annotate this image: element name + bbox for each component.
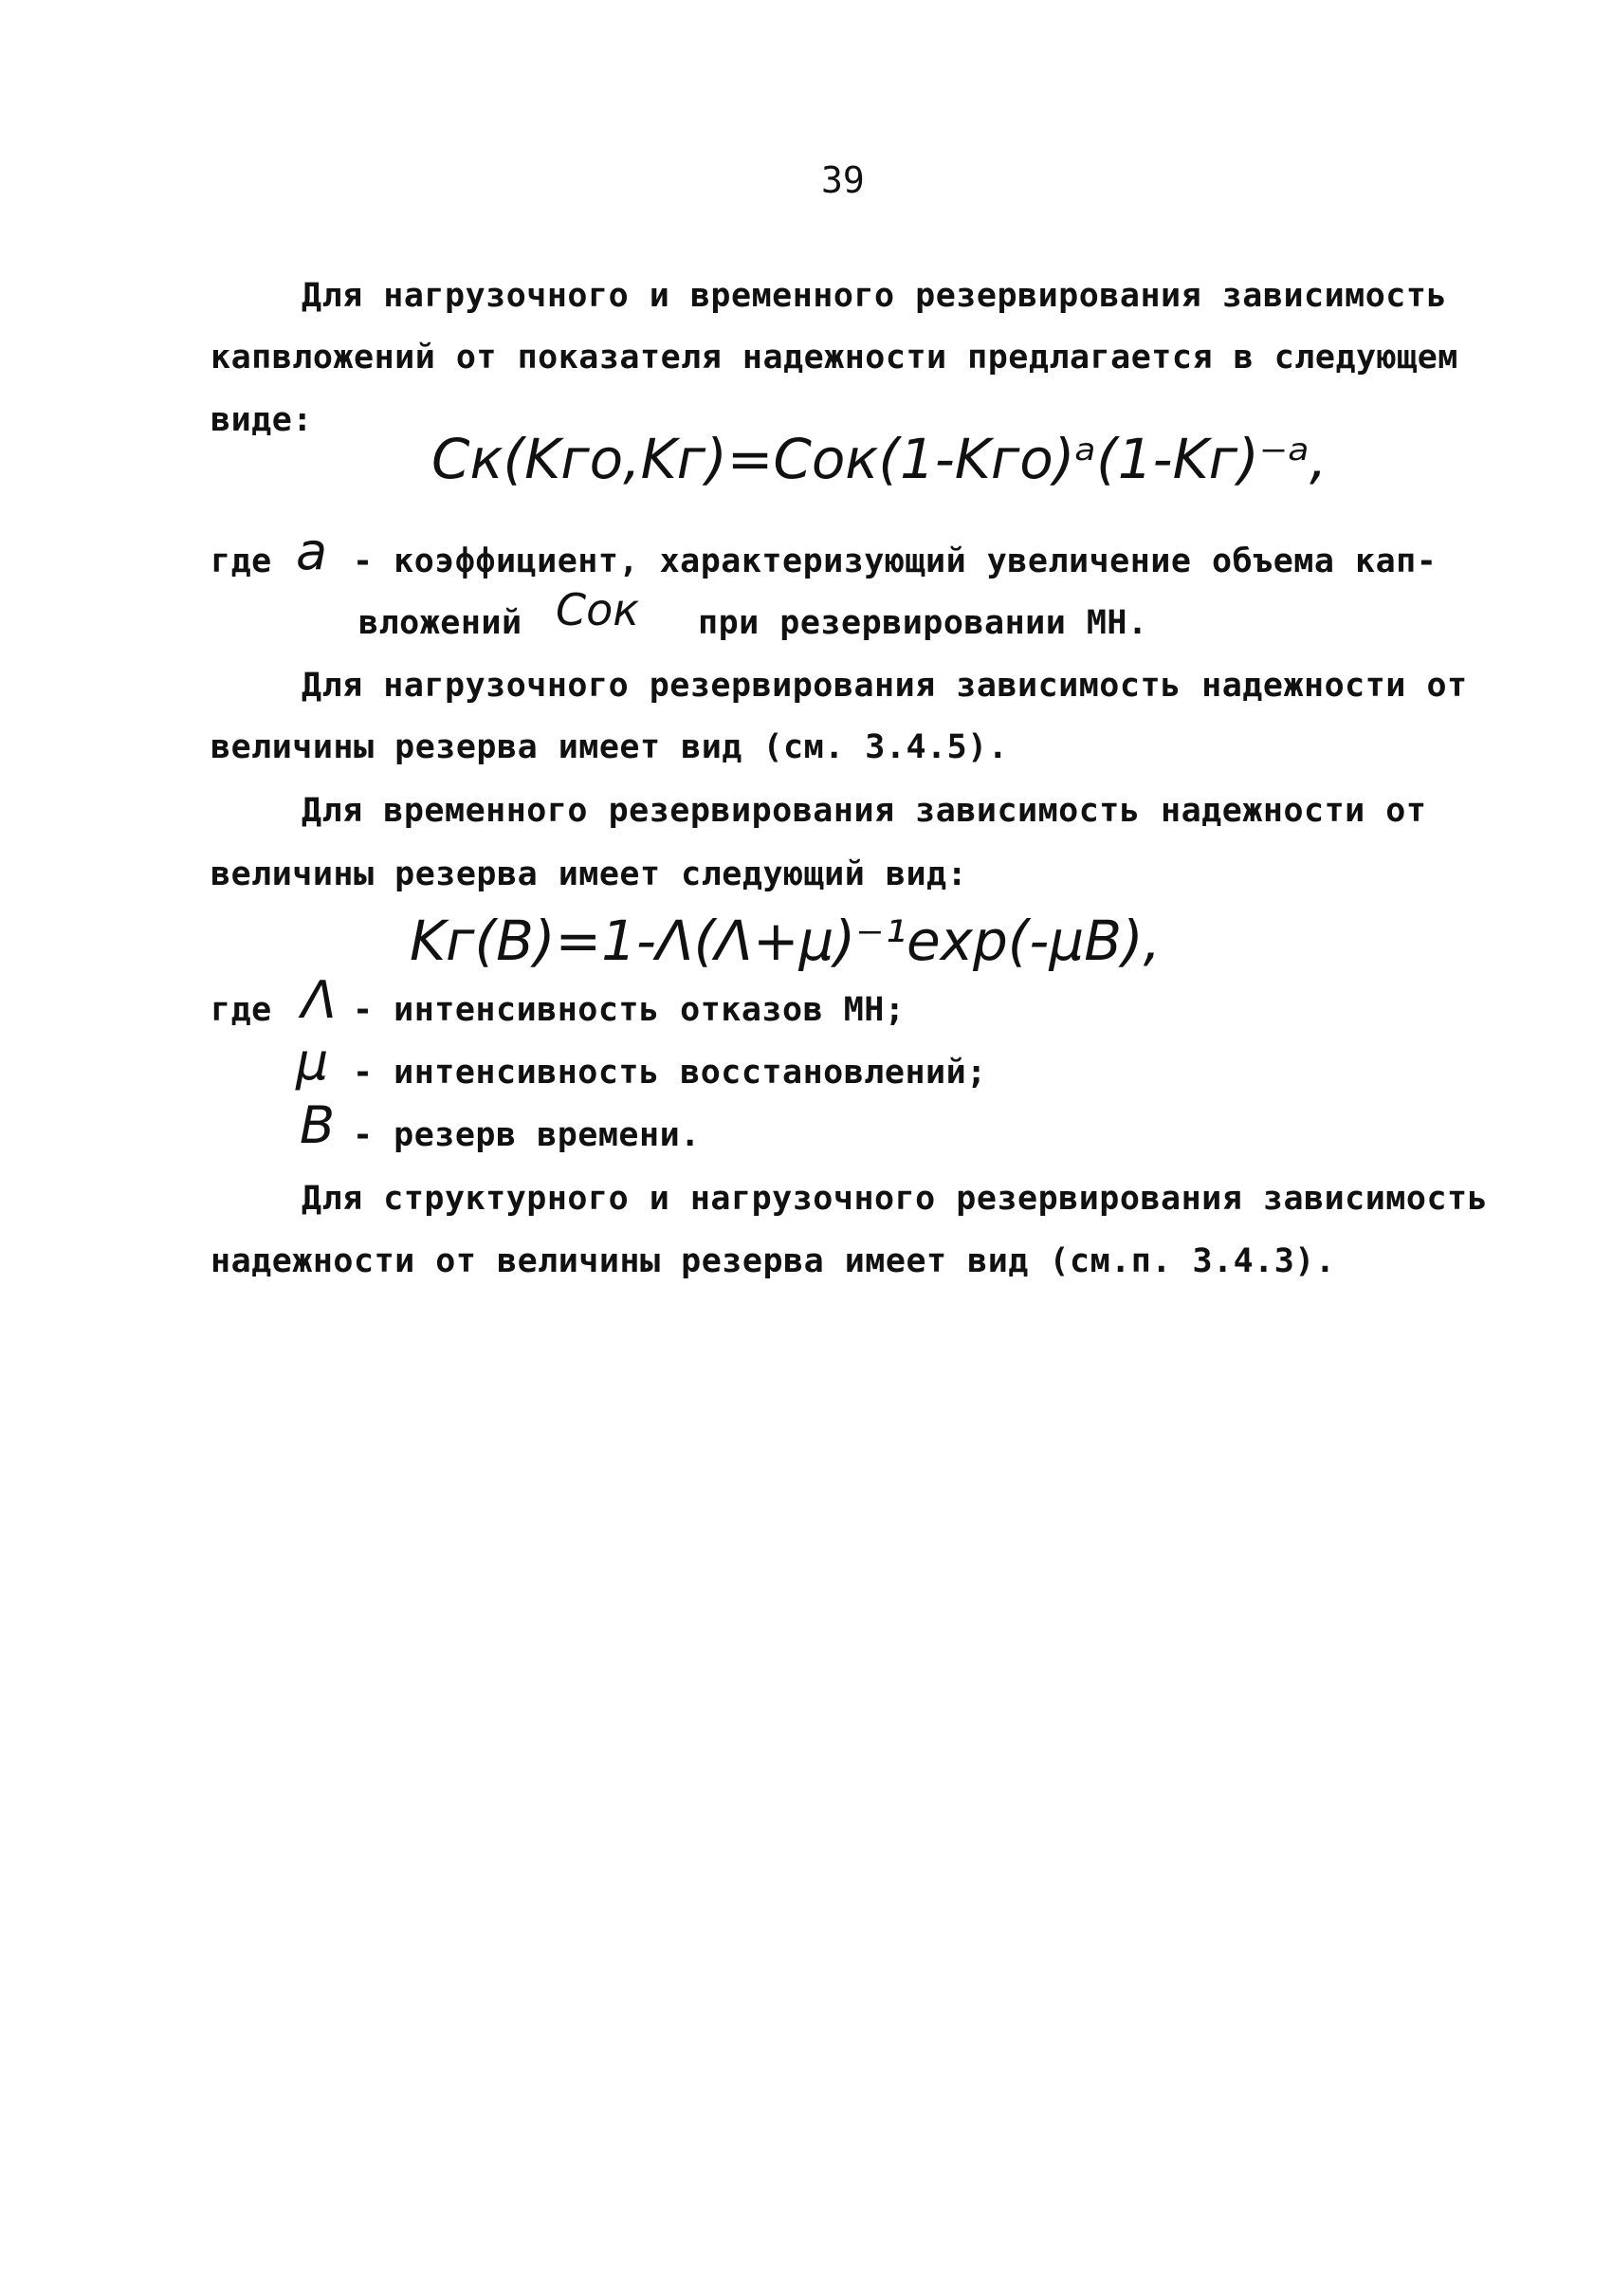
paragraph-1-line-3: виде: xyxy=(211,401,313,439)
symbol-mu: μ xyxy=(296,1032,329,1092)
where-word-1: где xyxy=(211,542,272,580)
formula-capital-cost: Cк(Kгο,Kг)=Cοк(1-Kгο)ᵃ(1-Kг)⁻ᵃ, xyxy=(431,427,1328,491)
where-b-text: - резерв времени. xyxy=(353,1116,701,1154)
symbol-lambda: Λ xyxy=(302,970,337,1030)
paragraph-4-line-1: Для структурного и нагрузочного резервирования зависимость xyxy=(302,1180,1489,1218)
paragraph-4-line-2: надежности от величины резерва имеет вид (см.п. 3.4.3). xyxy=(211,1242,1336,1280)
where-lambda-text: - интенсивность отказов МН; xyxy=(353,991,906,1029)
where-a-text-line-2a: вложений xyxy=(358,604,522,642)
symbol-c-ok: Cοк xyxy=(556,584,640,635)
paragraph-3-line-1: Для временного резервирования зависимость надежности от xyxy=(302,792,1427,830)
where-mu-text: - интенсивность восстановлений; xyxy=(353,1054,987,1092)
symbol-b: B xyxy=(300,1095,336,1155)
paragraph-1-line-2: капвложений от показателя надежности предлагается в следующем xyxy=(211,339,1458,377)
paragraph-2-line-2: величины резерва имеет вид (см. 3.4.5). xyxy=(211,728,1009,766)
page-number: 39 xyxy=(821,159,865,201)
where-a-text-line-1: - коэффициент, характеризующий увеличение объема кап- xyxy=(353,542,1438,580)
paragraph-3-line-2: величины резерва имеет следующий вид: xyxy=(211,855,968,893)
where-word-2: где xyxy=(211,991,272,1029)
paragraph-2-line-1: Для нагрузочного резервирования зависимость надежности от xyxy=(302,667,1468,705)
where-a-text-line-2b: при резервировании МН. xyxy=(698,604,1148,642)
paragraph-1-line-1: Для нагрузочного и временного резервирования зависимость xyxy=(302,277,1448,315)
symbol-a: a xyxy=(296,522,328,581)
formula-reliability: Kг(B)=1-Λ(Λ+μ)⁻¹exp(-μB), xyxy=(410,909,1162,973)
